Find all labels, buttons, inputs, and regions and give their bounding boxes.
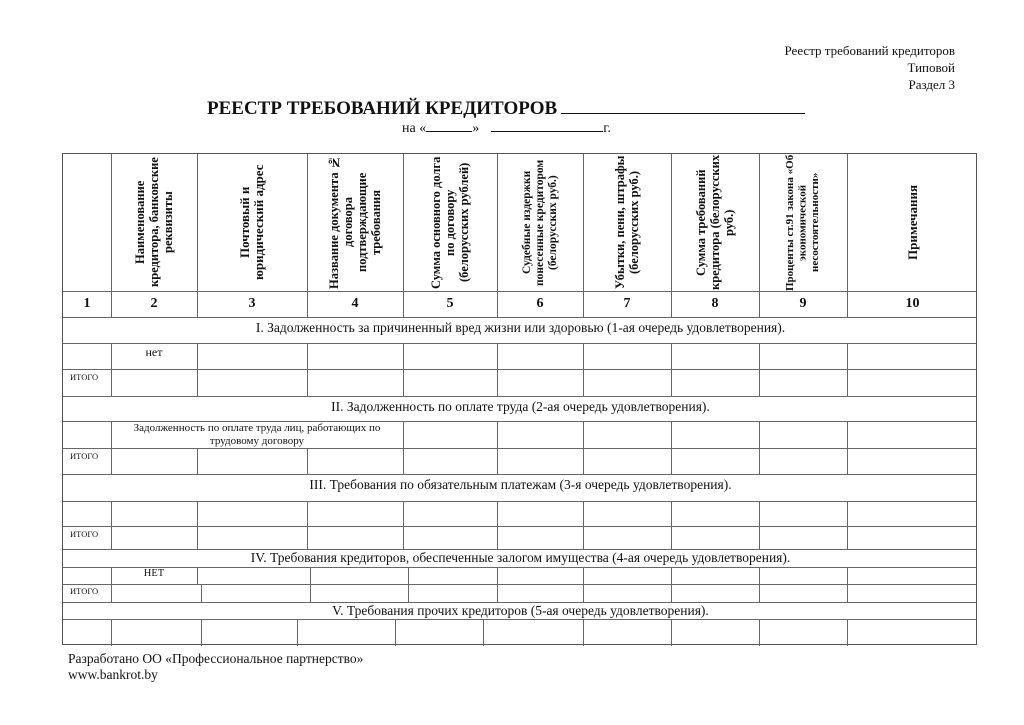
divider — [759, 421, 760, 474]
divider — [310, 567, 311, 602]
divider — [497, 421, 498, 474]
header-text: Название документа № договора подтверждающие требования — [327, 155, 383, 290]
divider — [671, 501, 672, 549]
section-5-row-cell[interactable] — [111, 619, 201, 646]
divider — [497, 501, 498, 549]
header-text: Проценты ст.91 закона «Об экономической несостоятельности» — [784, 154, 822, 291]
column-number: 7 — [623, 296, 631, 311]
divider — [583, 619, 584, 646]
header-line-section: Раздел 3 — [908, 77, 955, 92]
column-header-document — [307, 154, 403, 291]
section-2-total-label: ИТОГО — [70, 451, 99, 461]
column-number: 8 — [711, 296, 719, 311]
divider — [847, 421, 848, 474]
column-number: 6 — [536, 296, 544, 311]
divider — [847, 343, 848, 396]
header-line-type: Типовой — [907, 60, 955, 75]
divider — [63, 526, 976, 527]
divider — [847, 619, 848, 646]
divider — [403, 421, 404, 474]
header-text: Убытки, пени, штрафы (белорусских руб.) — [613, 155, 641, 290]
column-number: 3 — [248, 296, 256, 311]
divider — [201, 584, 202, 602]
section-5-title: V. Требования прочих кредиторов (5-ая очередь удовлетворения). — [332, 602, 709, 618]
date-quote-close: » — [472, 121, 480, 136]
divider — [197, 448, 198, 474]
divider — [759, 619, 760, 646]
section-1-total-label: ИТОГО — [70, 372, 99, 382]
column-header-creditor-name — [111, 154, 197, 291]
section-3-total-label: ИТОГО — [70, 529, 99, 539]
section-1-row-text[interactable]: нет — [145, 345, 163, 359]
footer-developer: Разработано ОО «Профессиональное партнерство» — [68, 651, 364, 666]
header-text: Наименование кредитора, банковские реквизиты — [133, 157, 175, 288]
divider — [63, 369, 976, 370]
divider — [63, 584, 976, 585]
section-1-title: I. Задолженность за причиненный вред жизни или здоровью (1-ая очередь удовлетворения). — [255, 320, 786, 335]
divider — [583, 567, 584, 602]
divider — [497, 343, 498, 396]
date-line — [402, 118, 611, 137]
header-text: Сумма основного долга по договору (белорусских рублей) — [429, 156, 471, 289]
divider — [408, 567, 409, 602]
divider — [671, 619, 672, 646]
column-number: 5 — [446, 296, 454, 311]
divider — [759, 343, 760, 396]
column-header-principal-debt — [403, 154, 497, 291]
divider — [201, 619, 202, 646]
divider — [307, 343, 308, 396]
divider — [395, 619, 396, 646]
header-text: Судебные издержки понесенные кредитором (белорусских руб.) — [520, 159, 559, 286]
footer-website-link[interactable]: www.bankrot.by — [68, 667, 158, 682]
section-2-row-text[interactable]: Задолженность по оплате труда лиц, работающих по трудовому договору — [133, 421, 381, 447]
divider — [63, 501, 976, 502]
section-2-title: II. Задолженность по оплате труда (2-ая очередь удовлетворения). — [331, 399, 710, 414]
divider — [297, 619, 298, 646]
divider — [671, 421, 672, 474]
divider — [671, 343, 672, 396]
divider — [403, 501, 404, 549]
column-number: 1 — [83, 296, 91, 311]
divider — [759, 501, 760, 549]
column-header-address — [197, 154, 307, 291]
divider — [63, 448, 976, 449]
column-header-notes — [847, 154, 978, 291]
title-blank-field[interactable] — [561, 95, 805, 114]
header-text: Примечания — [904, 185, 920, 260]
year-suffix: г. — [603, 121, 611, 136]
divider — [403, 343, 404, 396]
header-line-registry: Реестр требований кредиторов — [784, 43, 955, 58]
header-text: Почтовый и юридический адрес — [237, 164, 266, 281]
section-3-row-cell[interactable] — [111, 501, 197, 526]
divider — [583, 343, 584, 396]
divider — [497, 567, 498, 602]
header-text: Сумма требований кредитора (белорусских руб.) — [694, 154, 736, 291]
column-number: 9 — [799, 296, 807, 311]
section-4-total-label: ИТОГО — [70, 586, 99, 596]
year-blank-field[interactable] — [491, 118, 603, 132]
day-blank-field[interactable] — [426, 118, 472, 132]
column-number: 2 — [150, 296, 158, 311]
divider — [197, 501, 198, 549]
divider — [307, 448, 308, 474]
document-footer — [68, 651, 363, 683]
divider — [197, 343, 198, 396]
section-3-title: III. Требования по обязательным платежам (3-я очередь удовлетворения). — [309, 477, 732, 492]
column-header-claim-total — [671, 154, 759, 291]
divider — [583, 421, 584, 474]
divider — [847, 501, 848, 549]
divider — [759, 567, 760, 602]
divider — [847, 567, 848, 602]
divider — [671, 567, 672, 602]
divider — [307, 501, 308, 549]
section-4-title: IV. Требования кредиторов, обеспеченные залогом имущества (4-ая очередь удовлетворения). — [250, 550, 791, 565]
column-header-court-costs — [497, 154, 583, 291]
divider — [63, 567, 976, 568]
divider — [197, 567, 198, 584]
column-number: 10 — [905, 296, 920, 311]
column-header-penalties — [583, 154, 671, 291]
column-header-interest — [759, 154, 847, 291]
divider — [483, 619, 484, 646]
document-type-header — [785, 42, 956, 93]
page-title — [207, 95, 805, 120]
section-4-row-text[interactable]: НЕТ — [143, 568, 165, 579]
divider — [583, 501, 584, 549]
creditors-registry-table — [62, 153, 977, 645]
divider — [63, 343, 976, 344]
title-text: РЕЕСТР ТРЕБОВАНИЙ КРЕДИТОРОВ — [207, 98, 558, 119]
column-number: 4 — [351, 296, 359, 311]
date-prefix: на « — [402, 121, 427, 136]
